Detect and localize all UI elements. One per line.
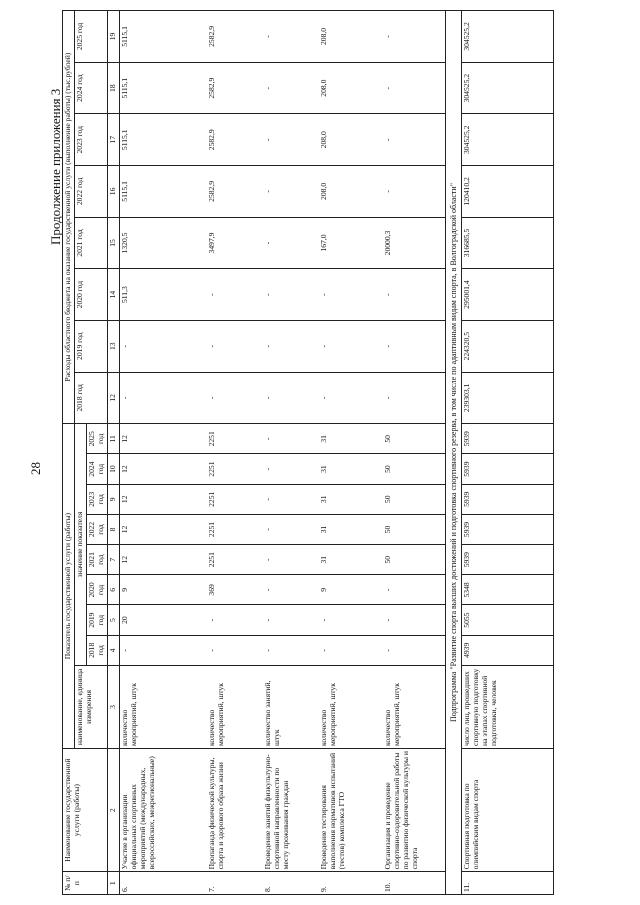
value-year-header: 2024 год — [86, 454, 107, 484]
value-year-header: 2022 год — [86, 514, 107, 544]
value-cell: 2251 — [207, 484, 263, 514]
index-cell: 15 — [107, 217, 119, 269]
value-cell: 12 — [119, 484, 207, 514]
value-cell: - — [263, 545, 319, 575]
index-cell: 19 — [107, 11, 119, 63]
table-row — [383, 11, 445, 895]
value-cell: 20 — [119, 605, 207, 635]
budget-cell: - — [119, 320, 207, 372]
value-cell: - — [263, 514, 319, 544]
budget-cell: 20000,3 — [383, 217, 445, 269]
budget-cell: 316685,5 — [462, 217, 554, 269]
budget-cell: - — [383, 320, 445, 372]
header-row-1 — [63, 11, 75, 895]
value-cell: 5055 — [462, 605, 554, 635]
unit-name: количество мероприятий, штук — [119, 665, 207, 748]
value-cell: 12 — [119, 514, 207, 544]
budget-cell: 2582,9 — [207, 62, 263, 114]
budget-cell: - — [263, 166, 319, 218]
budget-year-header: 2018 год — [74, 372, 107, 424]
row-num: 11. — [462, 872, 554, 895]
index-cell: 16 — [107, 166, 119, 218]
budget-cell: 1320,5 — [119, 217, 207, 269]
budget-cell: 5115,1 — [119, 62, 207, 114]
value-cell: 50 — [383, 454, 445, 484]
budget-cell: 167,0 — [319, 217, 383, 269]
budget-year-header: 2019 год — [74, 320, 107, 372]
service-name: Пропаганда физической культуры, спорта и здорового образа жизни — [207, 748, 263, 871]
budget-cell: 5115,1 — [119, 114, 207, 166]
budget-year-header: 2024 год — [74, 62, 107, 114]
row-num: 7. — [207, 872, 263, 895]
value-cell: 50 — [383, 424, 445, 454]
budget-cell: - — [263, 11, 319, 63]
budget-cell: 304525,2 — [462, 114, 554, 166]
budget-year-header: 2020 год — [74, 269, 107, 321]
subprogram-title: Подпрограмма "Развитие спорта высших достижений и подготовка спортивного резерва, в том числе по адаптивным видам спорта, в Волгоградской области" — [445, 11, 461, 895]
unit-name: число лиц, прошедших спортивную подготовку на этапах спортивной подготовки, человек — [462, 665, 554, 748]
header-indicator: Показатель государственной услуги (работы) — [63, 424, 75, 749]
value-cell: 5939 — [462, 545, 554, 575]
value-cell: 5939 — [462, 454, 554, 484]
value-cell: 50 — [383, 514, 445, 544]
index-cell: 8 — [107, 514, 119, 544]
budget-year-header: 2022 год — [74, 166, 107, 218]
value-cell: - — [263, 605, 319, 635]
budget-year-header: 2025 год — [74, 11, 107, 63]
value-cell: 31 — [319, 424, 383, 454]
value-year-header: 2023 год — [86, 484, 107, 514]
header-value: значение показателя — [74, 424, 86, 666]
value-cell: 31 — [319, 454, 383, 484]
budget-cell: - — [383, 269, 445, 321]
unit-name: количество мероприятий, штук — [319, 665, 383, 748]
budget-cell: - — [383, 166, 445, 218]
header-unit: наименование, единица измерения — [74, 665, 107, 748]
value-cell: - — [207, 635, 263, 665]
page-number: 28 — [28, 462, 43, 475]
value-cell: - — [207, 605, 263, 635]
budget-cell: 239303,1 — [462, 372, 554, 424]
row-num: 8. — [263, 872, 319, 895]
value-cell: - — [383, 635, 445, 665]
unit-name: количество мероприятий, штук — [383, 665, 445, 748]
value-cell: 2251 — [207, 424, 263, 454]
table-row — [462, 11, 554, 895]
budget-cell: - — [319, 320, 383, 372]
budget-cell: - — [263, 320, 319, 372]
value-cell: - — [383, 605, 445, 635]
value-cell: - — [263, 635, 319, 665]
continuation-title: Продолжение приложения 3 — [48, 88, 63, 245]
value-cell: 2251 — [207, 454, 263, 484]
value-year-header: 2019 год — [86, 605, 107, 635]
index-cell: 2 — [107, 748, 119, 871]
budget-year-header: 2023 год — [74, 114, 107, 166]
services-table — [62, 10, 554, 895]
budget-cell: 511,3 — [119, 269, 207, 321]
index-cell: 6 — [107, 575, 119, 605]
budget-cell: 5115,1 — [119, 11, 207, 63]
service-name: Проведение занятий физкультурно-спортивной направленности по месту проживания граждан — [263, 748, 319, 871]
value-cell: - — [119, 635, 207, 665]
index-cell: 17 — [107, 114, 119, 166]
table-row — [207, 11, 263, 895]
budget-cell: - — [263, 114, 319, 166]
value-cell: 31 — [319, 514, 383, 544]
value-cell: 5348 — [462, 575, 554, 605]
index-cell: 7 — [107, 545, 119, 575]
budget-cell: - — [263, 269, 319, 321]
budget-cell: - — [319, 269, 383, 321]
budget-cell: - — [383, 114, 445, 166]
subprogram-row — [445, 11, 461, 895]
budget-cell: - — [319, 372, 383, 424]
value-cell: 2251 — [207, 545, 263, 575]
budget-cell: 304525,2 — [462, 62, 554, 114]
service-name: Спортивная подготовка по олимпийским видам спорта — [462, 748, 554, 871]
budget-cell: - — [263, 62, 319, 114]
value-cell: - — [319, 635, 383, 665]
budget-cell: - — [207, 372, 263, 424]
service-name: Проведение тестирования выполнения нормативов испытаний (тестов) комплекса ГТО — [319, 748, 383, 871]
value-cell: 31 — [319, 545, 383, 575]
row-num: 9. — [319, 872, 383, 895]
budget-cell: - — [383, 11, 445, 63]
table-row — [263, 11, 319, 895]
budget-cell: 3497,9 — [207, 217, 263, 269]
budget-cell: - — [383, 372, 445, 424]
value-cell: - — [263, 484, 319, 514]
header-service: Наименование государственной услуги (работы) — [63, 748, 108, 871]
column-index-row — [107, 11, 119, 895]
value-cell: 50 — [383, 484, 445, 514]
value-cell: 12 — [119, 424, 207, 454]
value-cell: 9 — [319, 575, 383, 605]
value-year-header: 2018 год — [86, 635, 107, 665]
header-budget: Расходы областного бюджета на оказание государственной услуги (выполнение работы) (тыс.рублей) — [63, 11, 75, 424]
value-cell: - — [383, 575, 445, 605]
budget-cell: 304525,2 — [462, 11, 554, 63]
value-cell: 12 — [119, 545, 207, 575]
budget-cell: 208,0 — [319, 11, 383, 63]
budget-cell: - — [207, 320, 263, 372]
budget-cell: - — [383, 62, 445, 114]
header-num: № п/п — [63, 872, 108, 895]
budget-cell: 224320,5 — [462, 320, 554, 372]
value-cell: 12 — [119, 454, 207, 484]
service-name: Участие в организации официальных спортивных мероприятий (международных, всероссийских, межрегиональные) — [119, 748, 207, 871]
value-cell: - — [263, 575, 319, 605]
budget-cell: - — [207, 269, 263, 321]
budget-year-header: 2021 год — [74, 217, 107, 269]
index-cell: 4 — [107, 635, 119, 665]
row-num: 6. — [119, 872, 207, 895]
index-cell: 11 — [107, 424, 119, 454]
unit-name: количество мероприятий, штук — [207, 665, 263, 748]
value-cell: 5939 — [462, 424, 554, 454]
unit-name: количество занятий, штук — [263, 665, 319, 748]
budget-cell: 2582,9 — [207, 166, 263, 218]
value-year-header: 2020 год — [86, 575, 107, 605]
row-num: 10. — [383, 872, 445, 895]
value-cell: 9 — [119, 575, 207, 605]
value-cell: 31 — [319, 484, 383, 514]
index-cell: 1 — [107, 872, 119, 895]
budget-cell: 2582,9 — [207, 114, 263, 166]
value-cell: - — [263, 424, 319, 454]
index-cell: 10 — [107, 454, 119, 484]
value-cell: 5939 — [462, 514, 554, 544]
value-cell: - — [263, 454, 319, 484]
budget-cell: 208,0 — [319, 62, 383, 114]
budget-cell: - — [119, 372, 207, 424]
budget-cell: - — [263, 372, 319, 424]
budget-cell: 208,0 — [319, 114, 383, 166]
service-name: Организация и проведение спортивно-оздоровительной работы по развитию физической культуры и спорта — [383, 748, 445, 871]
index-cell: 18 — [107, 62, 119, 114]
value-year-header: 2021 год — [86, 545, 107, 575]
budget-cell: 208,0 — [319, 166, 383, 218]
budget-cell: 2582,9 — [207, 11, 263, 63]
index-cell: 3 — [107, 665, 119, 748]
value-cell: 4939 — [462, 635, 554, 665]
table-row — [119, 11, 207, 895]
value-year-header: 2025 год — [86, 424, 107, 454]
index-cell: 12 — [107, 372, 119, 424]
value-cell: - — [319, 605, 383, 635]
table-row — [319, 11, 383, 895]
index-cell: 14 — [107, 269, 119, 321]
budget-cell: 5115,1 — [119, 166, 207, 218]
index-cell: 5 — [107, 605, 119, 635]
budget-cell: - — [263, 217, 319, 269]
budget-cell: 120410,2 — [462, 166, 554, 218]
index-cell: 13 — [107, 320, 119, 372]
index-cell: 9 — [107, 484, 119, 514]
value-cell: 50 — [383, 545, 445, 575]
value-cell: 2251 — [207, 514, 263, 544]
value-cell: 5939 — [462, 484, 554, 514]
budget-cell: 295001,4 — [462, 269, 554, 321]
value-cell: 369 — [207, 575, 263, 605]
